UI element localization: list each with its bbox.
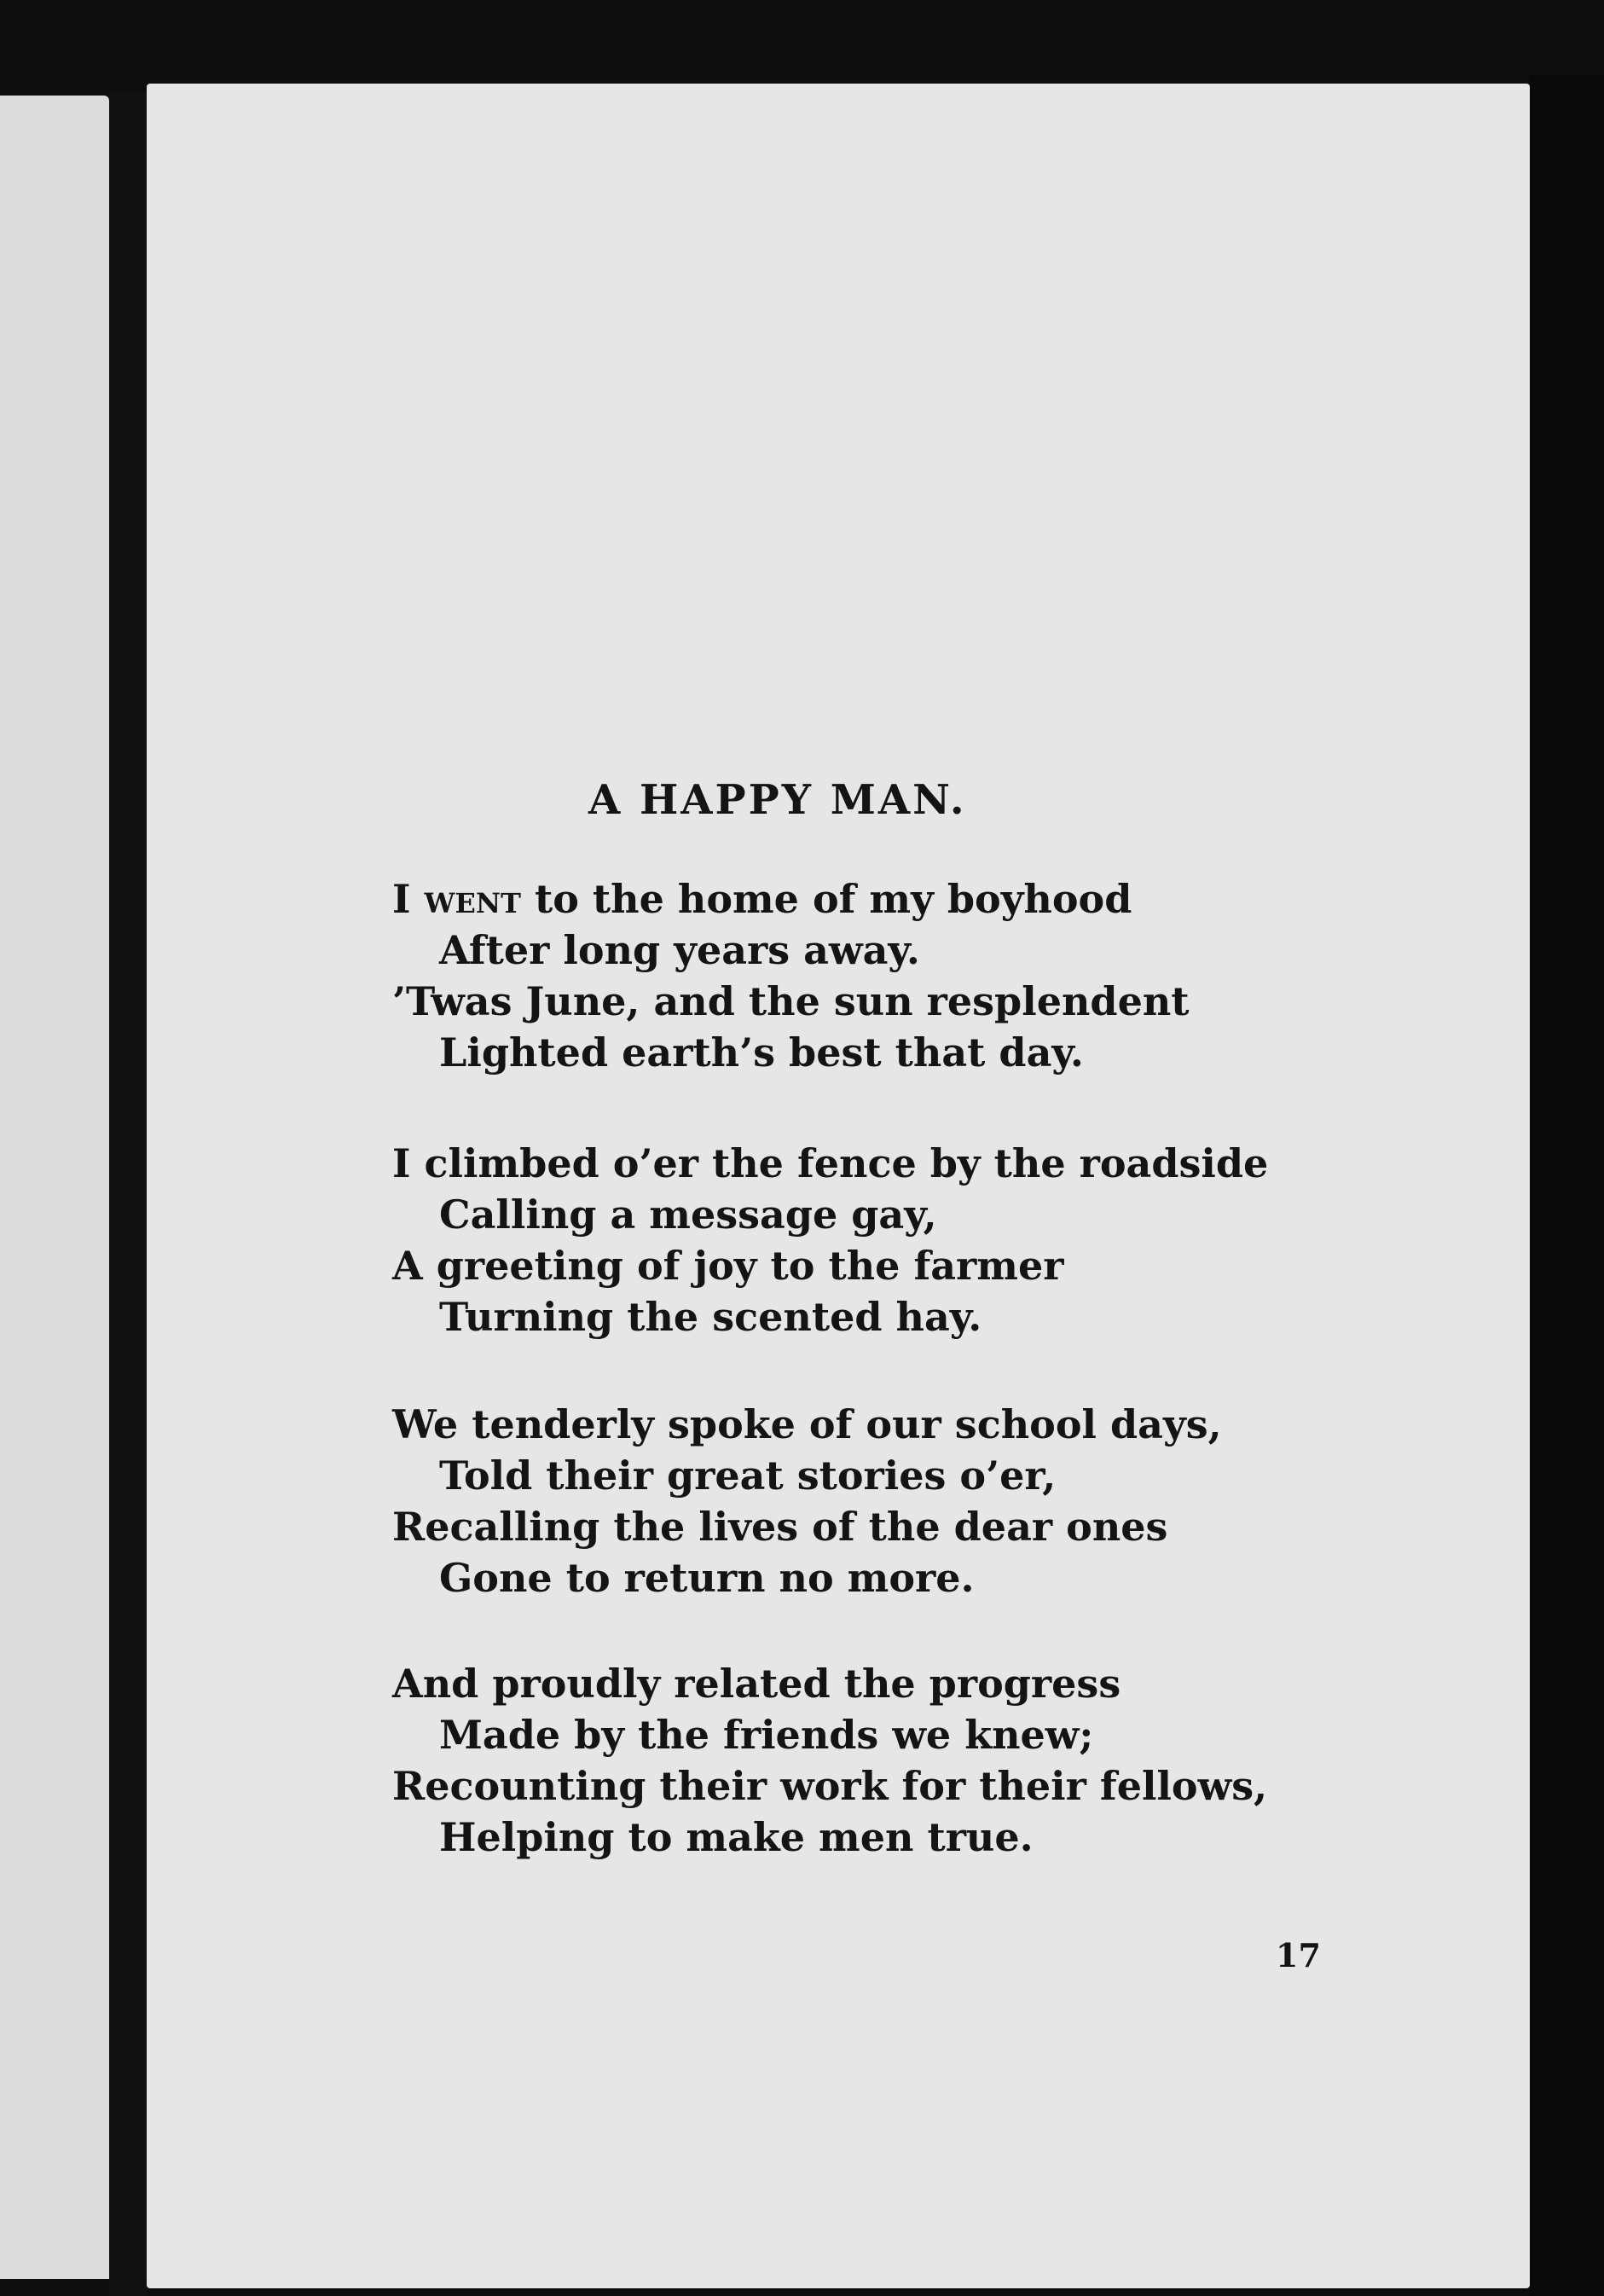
poem-line: Gone to return no more. [439,1555,975,1601]
poem-line: I climbed o’er the fence by the roadside [392,1140,1269,1186]
stanza-4 [392,1658,1267,1863]
stanza-3 [392,1399,1222,1603]
poem-line: Made by the friends we knew; [439,1712,1094,1758]
poem-line: Turning the scented hay. [439,1294,982,1340]
stanza-2 [392,1138,1268,1342]
stanza-1 [392,873,1190,1078]
book-gutter [109,92,147,2296]
poem-line: We tenderly spoke of our school days, [392,1401,1222,1447]
poem-line: Recounting their work for their fellows, [392,1763,1268,1809]
left-page-edge [0,96,109,2279]
scan-background-edge [1530,75,1604,2296]
poem-line: After long years away. [439,927,920,973]
poem-title: A HAPPY MAN. [588,776,967,824]
poem-line: Told their great stories o’er, [439,1452,1057,1499]
poem-line: A greeting of joy to the farmer [392,1243,1064,1289]
first-words-smallcaps: I went [392,876,521,922]
poem-line: Lighted earth’s best that day. [439,1029,1084,1076]
poem-line: Recalling the lives of the dear ones [392,1504,1168,1550]
poem-line: Helping to make men true. [439,1814,1034,1860]
poem-line: And proudly related the progress [392,1661,1121,1707]
page-number: 17 [1276,1936,1321,1974]
poem-line: ’Twas June, and the sun resplendent [392,978,1190,1024]
poem-line [392,873,1190,925]
line-rest: to the home of my boyhood [520,876,1132,922]
poem-line: Calling a message gay, [439,1191,937,1238]
